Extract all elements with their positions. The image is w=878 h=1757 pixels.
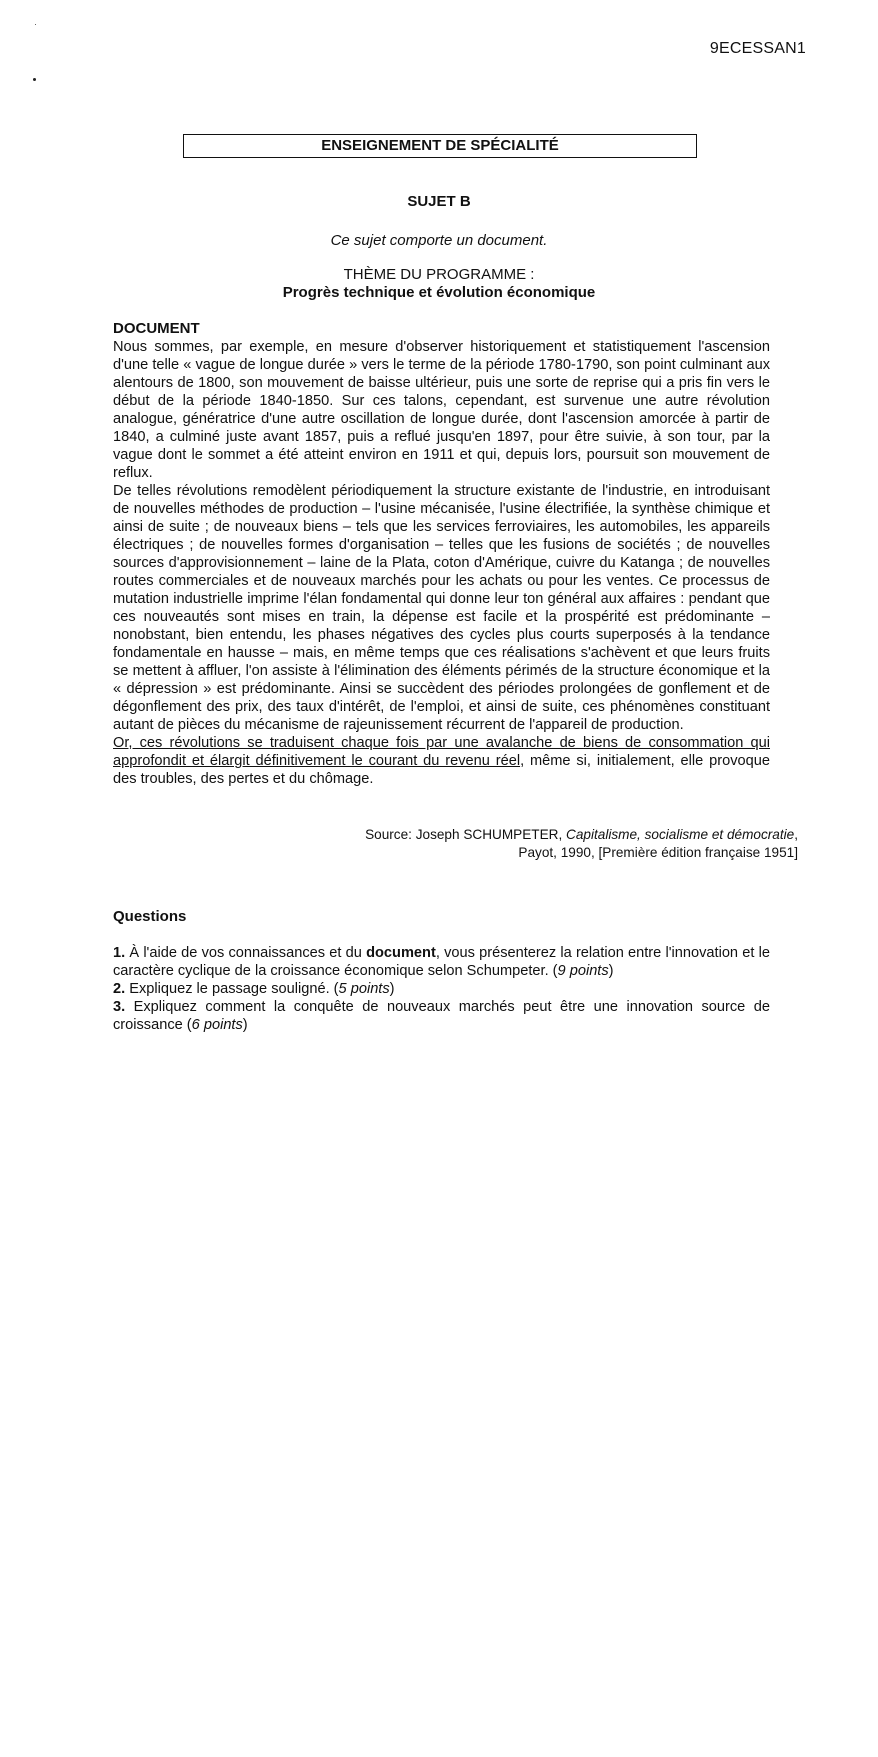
question-1 <box>113 944 770 980</box>
question-text: , vous présenterez la relation entre l'innovation et le caractère cyclique de la croissance économique selon Schumpeter. ( <box>113 945 770 979</box>
document-paragraph-2: De telles révolutions remodèlent périodiquement la structure existante de l'industrie, en introduisant de nouvelles méthodes de production – l'usine mécanisée, l'usine électrifiée, la synthèse chimique et ainsi de suite ; de nouveaux biens – tels que les services ferroviaires, les automobiles, les appareils électriques ; de nouvelles formes d'organisation – telles que les fusions de sociétés ; de nouvelles sources d'approvisionnement – laine de la Plata, coton d'Amérique, cuivre du Katanga ; de nouvelles routes commerciales et de nouveaux marchés pour les achats ou pour les ventes. Ce processus de mutation industrielle imprime l'élan fondamental qui donne leur ton général aux affaires : pendant que ces nouveautés sont mises en train, la dépense est facile et la prospérité est prédominante – nonobstant, bien entendu, les phases négatives des cycles plus courts superposés à la tendance fondamentale en hausse – mais, en même temps que ces réalisations s'achèvent et que leurs fruits se mettent à affluer, l'on assiste à l'élimination des éléments périmés de la structure économique et la « dépression » est prédominante. Ainsi se succèdent des périodes prolongées de gonflement et de dégonflement des prix, des taux d'intérêt, de l'emploi, et ainsi de suite, ces phénomènes constituant autant de pièces du mécanisme de rajeunissement récurrent de l'appareil de production. <box>113 483 770 733</box>
question-number: 2. <box>113 981 126 997</box>
question-text: Expliquez le passage souligné. ( <box>125 981 339 997</box>
question-3 <box>113 998 770 1034</box>
document-paragraph-1: Nous sommes, par exemple, en mesure d'observer historiquement et statistiquement l'ascension d'une telle « vague de longue durée » vers le terme de la période 1780-1790, son point culminant aux alentours de 1800, son mouvement de baisse ultérieur, puis une sorte de reprise qui a pris fin vers le début de la période 1840-1850. Sur ces talons, cependant, est survenue une autre révolution analogue, génératrice d'une autre oscillation de longue durée, dont l'ascension amorcée à partir de 1840, a culminé juste avant 1857, puis a reflué jusqu'en 1897, pour être suivie, à son tour, par la vague dont le sommet a été atteint environ en 1911 et qui, depuis lors, poursuit son mouvement de reflux. <box>113 339 770 481</box>
questions-section <box>113 908 770 1034</box>
source-prefix: Source: Joseph SCHUMPETER, <box>365 827 567 842</box>
specialty-banner <box>183 134 697 158</box>
source-suffix: , <box>794 827 798 842</box>
question-points: 9 points <box>557 963 609 979</box>
page-code: 9ECESSAN1 <box>709 40 806 57</box>
source-title: Capitalisme, socialisme et démocratie <box>566 827 795 842</box>
subject-title: SUJET B <box>407 193 471 210</box>
questions-heading: Questions <box>113 908 187 925</box>
scan-dot <box>33 78 36 81</box>
question-text: À l'aide de vos connaissances et du <box>125 945 367 961</box>
question-points: 6 points <box>191 1017 243 1033</box>
document-section <box>113 320 770 788</box>
scan-speck <box>35 24 36 25</box>
source-line-1 <box>198 826 798 844</box>
question-text: ) <box>389 981 395 997</box>
source-line-2: Payot, 1990, [Première édition française 1951] <box>518 845 798 860</box>
paragraph-3-rest: , même si, initialement, elle provoque des troubles, des pertes et du chômage. <box>113 753 770 787</box>
specialty-banner-title: ENSEIGNEMENT DE SPÉCIALITÉ <box>321 137 559 154</box>
question-number: 3. <box>113 999 126 1015</box>
theme-label: THÈME DU PROGRAMME : <box>343 266 535 283</box>
question-2 <box>113 980 770 998</box>
source-citation <box>198 826 798 862</box>
document-heading: DOCUMENT <box>113 320 200 337</box>
theme-title: Progrès technique et évolution économique <box>282 284 596 301</box>
question-text: Expliquez comment la conquête de nouveaux marchés peut être une innovation source de croissance ( <box>113 999 770 1033</box>
question-text: ) <box>242 1017 248 1033</box>
question-text: ) <box>608 963 614 979</box>
question-bold: document <box>366 945 436 961</box>
underlined-passage: Or, ces révolutions se traduisent chaque fois par une avalanche de biens de consommation qui approfondit et élargit définitivement le courant du revenu réel <box>113 735 770 769</box>
document-paragraph-3 <box>113 734 770 788</box>
question-number: 1. <box>113 945 126 961</box>
subject-note: Ce sujet comporte un document. <box>330 232 548 249</box>
question-points: 5 points <box>338 981 390 997</box>
